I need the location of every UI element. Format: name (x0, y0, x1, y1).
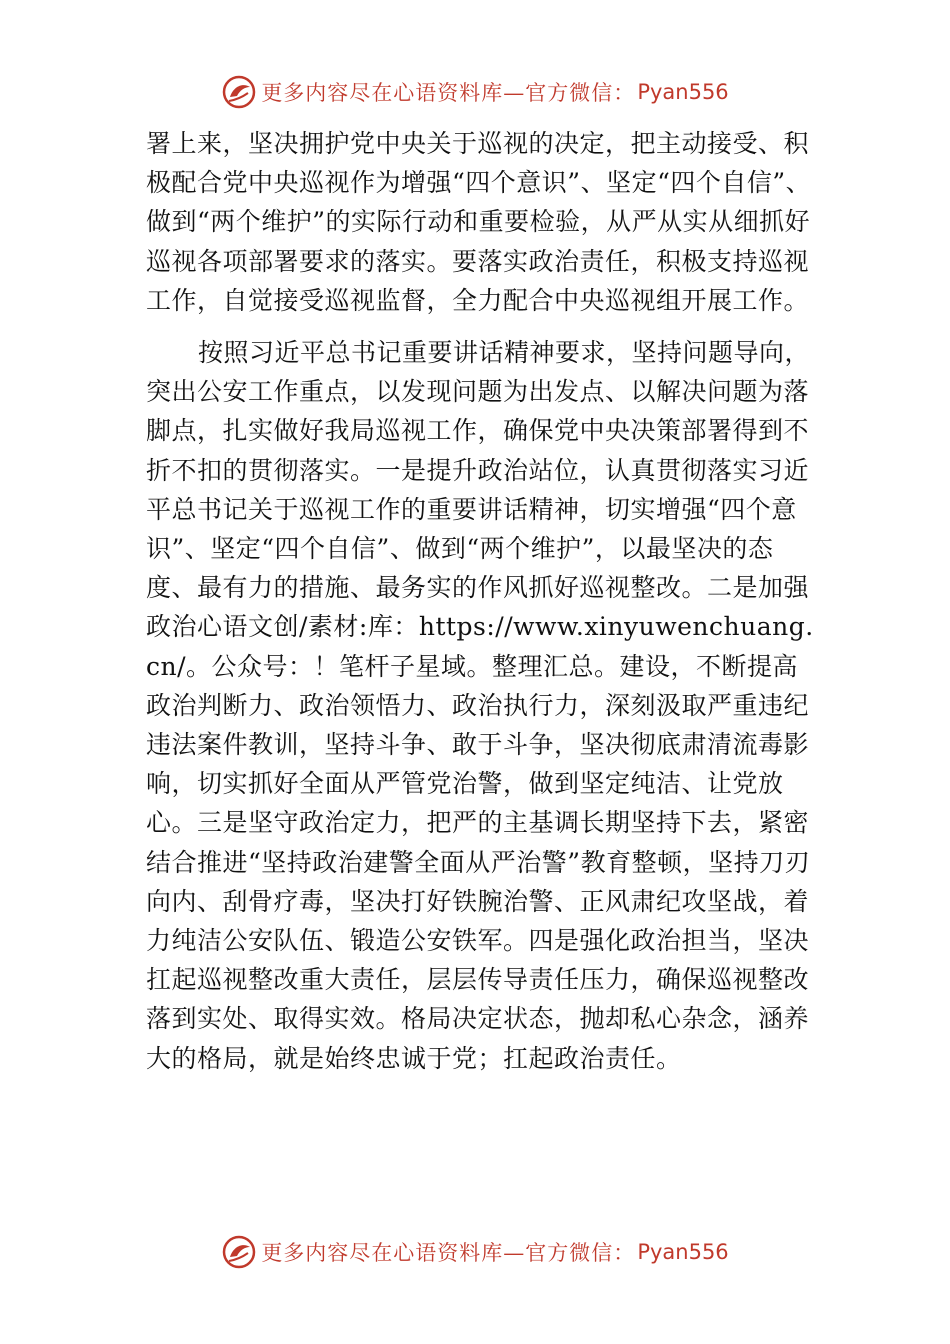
logo-icon (221, 74, 257, 110)
logo-icon (221, 1234, 257, 1270)
document-body (146, 124, 822, 1078)
paragraph-2: 按照习近平总书记重要讲话精神要求，坚持问题导向，突出公安工作重点，以发现问题为出发点、以解决问题为落脚点，扎实做好我局巡视工作，确保党中央决策部署得到不折不扣的贯彻落实。一是提升政治站位，认真贯彻落实习近平总书记关于巡视工作的重要讲话精神，切实增强“四个意识”、坚定“四个自信”、做到“两个维护”，以最坚决的态度、最有力的措施、最务实的作风抓好巡视整改。二是加强政治心语文创/素材:库：https://www.xinyuwenchuang.cn/。公众号：！笔杆子星域。整理汇总。建设，不断提高政治判断力、政治领悟力、政治执行力，深刻汲取严重违纪违法案件教训，坚持斗争、敢于斗争，坚决彻底肃清流毒影响，切实抓好全面从严管党治警，做到坚定纯洁、让党放心。三是坚守政治定力，把严的主基调长期坚持下去，紧密结合推进“坚持政治建警全面从严治警”教育整顿，坚持刀刃向内、刮骨疗毒，坚决打好铁腕治警、正风肃纪攻坚战，着力纯洁公安队伍、锻造公安铁军。四是强化政治担当，坚决扛起巡视整改重大责任，层层传导责任压力，确保巡视整改落到实处、取得实效。格局决定状态，抛却私心杂念，涵养大的格局，就是始终忠诚于党；扛起政治责任。 (146, 338, 814, 1073)
header-brand-text: 更多内容尽在心语资料库—官方微信： (261, 81, 636, 105)
footer-brand-text: 更多内容尽在心语资料库—官方微信： (261, 1241, 636, 1265)
footer-account-id: Pyan556 (637, 1240, 729, 1264)
footer-banner (0, 1232, 950, 1272)
header-banner (0, 72, 950, 112)
paragraph-1: 署上来，坚决拥护党中央关于巡视的决定，把主动接受、积极配合党中央巡视作为增强“四个意识”、坚定“四个自信”、做到“两个维护”的实际行动和重要检验，从严从实从细抓好巡视各项部署要求的落实。要落实政治责任，积极支持巡视工作，自觉接受巡视监督，全力配合中央巡视组开展工作。 (146, 129, 812, 315)
header-account-id: Pyan556 (637, 80, 729, 104)
